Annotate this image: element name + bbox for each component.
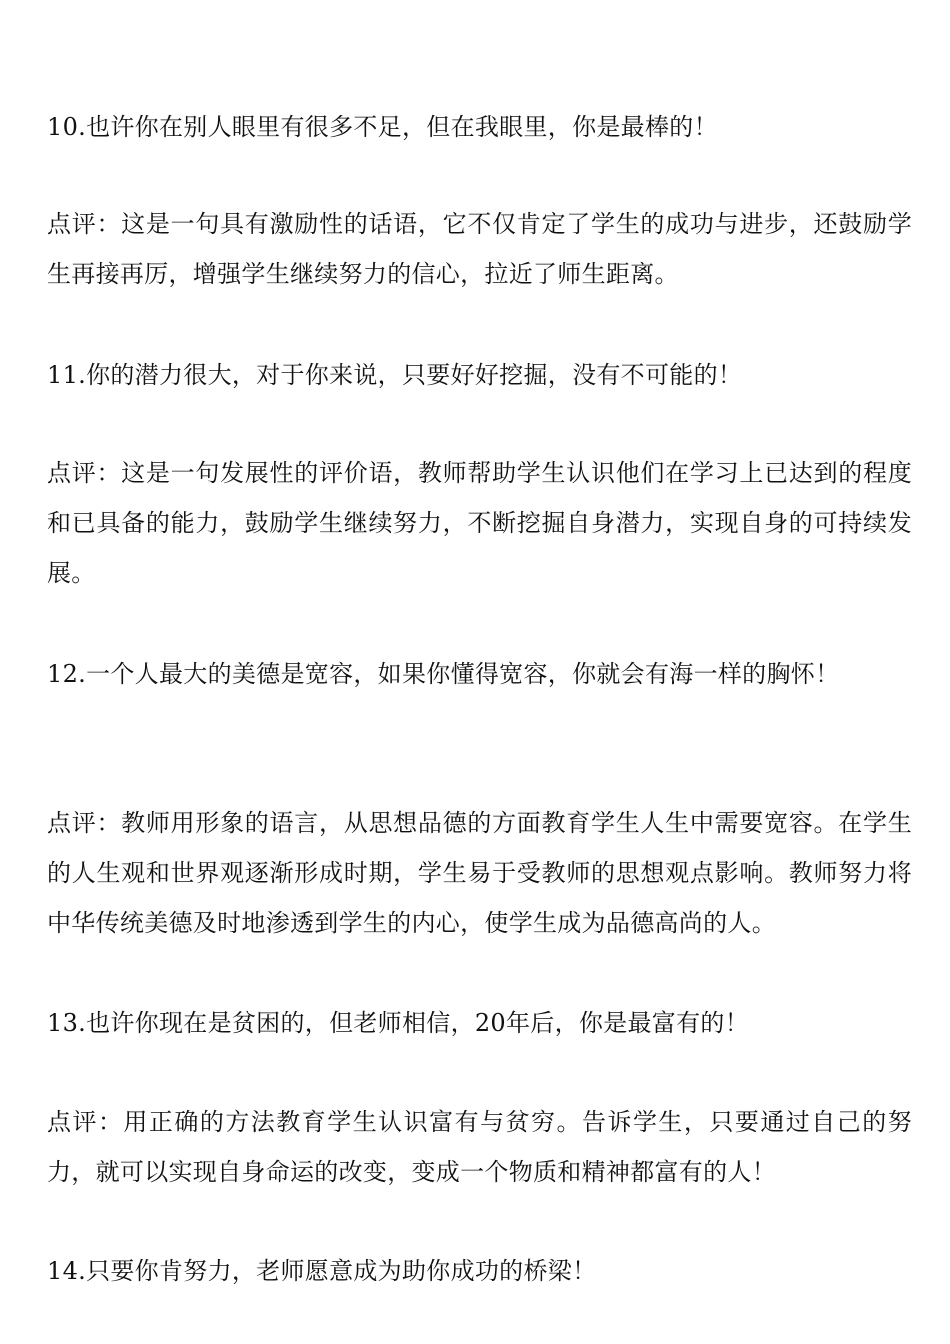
item-11-text: 11.你的潜力很大，对于你来说，只要好好挖掘，没有不可能的！ — [47, 361, 743, 389]
item-10-text: 10.也许你在别人眼里有很多不足，但在我眼里，你是最棒的！ — [47, 113, 718, 141]
item-14-text: 14.只要你肯努力，老师愿意成为助你成功的桥梁！ — [47, 1257, 597, 1285]
item-11-comment: 点评：这是一句发展性的评价语，教师帮助学生认识他们在学习上已达到的程度和已具备的能力，鼓励学生继续努力，不断挖掘自身潜力，实现自身的可持续发展。 — [47, 459, 912, 587]
item-13-comment: 点评：用正确的方法教育学生认识富有与贫穷。告诉学生，只要通过自己的努力，就可以实现自身命运的改变，变成一个物质和精神都富有的人！ — [47, 1108, 912, 1186]
item-10-comment: 点评：这是一句具有激励性的话语，它不仅肯定了学生的成功与进步，还鼓励学生再接再厉，增强学生继续努力的信心，拉近了师生距离。 — [47, 210, 912, 288]
item-12-comment: 点评：教师用形象的语言，从思想品德的方面教育学生人生中需要宽容。在学生的人生观和世界观逐渐形成时期，学生易于受教师的思想观点影响。教师努力将中华传统美德及时地渗透到学生的内心，使学生成为品德高尚的人。 — [47, 809, 912, 937]
item-12-text: 12.一个人最大的美德是宽容，如果你懂得宽容，你就会有海一样的胸怀！ — [47, 660, 840, 688]
item-13-text: 13.也许你现在是贫困的，但老师相信，20年后，你是最富有的！ — [47, 1009, 750, 1037]
